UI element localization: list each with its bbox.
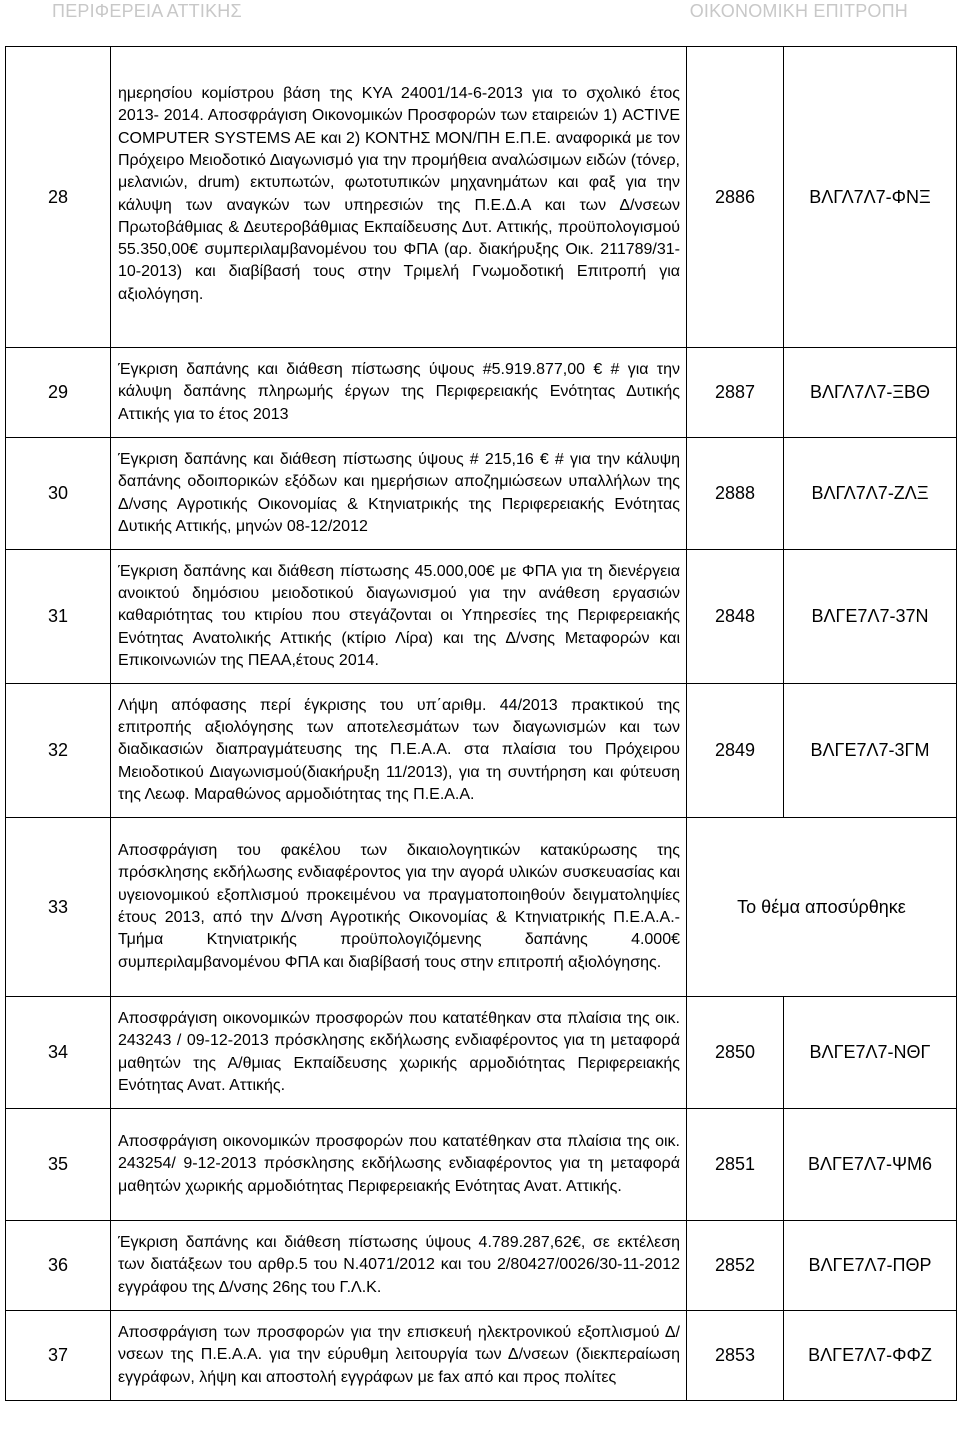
table-row xyxy=(6,818,957,997)
item-number: 33 xyxy=(6,818,111,997)
decision-number: 2853 xyxy=(687,1311,784,1401)
ada-code: ΒΛΓΕ7Λ7-ΝΘΓ xyxy=(784,997,957,1109)
table-row xyxy=(6,997,957,1109)
item-description: Αποσφράγιση οικονομικών προσφορών που κατατέθηκαν στα πλαίσια της οικ. 243243 / 09-12-2013 πρόσκλησης εκδήλωσης ενδιαφέροντος για τη μεταφορά μαθητών της Α/θμιας Εκπαίδευσης χωρικής αρμοδιότητας Περιφερειακής Ενότητας Ανατ. Αττικής. xyxy=(111,997,687,1109)
ada-code: ΒΛΓΛ7Λ7-ΖΛΞ xyxy=(784,438,957,550)
table-row xyxy=(6,550,957,684)
item-number: 37 xyxy=(6,1311,111,1401)
item-number: 30 xyxy=(6,438,111,550)
item-number: 36 xyxy=(6,1221,111,1311)
table-row xyxy=(6,1109,957,1221)
item-description: ημερησίου κομίστρου βάση της ΚΥΑ 24001/14-6-2013 για το σχολικό έτος 2013- 2014. Αποσφράγιση Οικονομικών Προσφορών των εταιρειών 1) ACTIVE COMPUTER SYSTEMS AE και 2) ΚΟΝΤΗΣ ΜΟΝ/ΠΗ Ε.Π.Ε. αναφορικά με τον Πρόχειρο Μειοδοτικό Διαγωνισμό για την προμήθεια αναλώσιμων ειδών (τόνερ, μελανιών, drum) εκτυπωτών, φωτοτυπικών μηχανημάτων και φαξ για την κάλυψη των αναγκών των υπηρεσιών της Π.Ε.Δ.Α και των Δ/νσεων Πρωτοβάθμιας & Δευτεροβάθμιας Εκπαίδευσης Δυτ. Αττικής, προϋπολογισμού 55.350,00€ συμπεριλαμβανομένου του ΦΠΑ (αρ. διακήρυξης Οικ. 211789/31-10-2013) και διαβίβασή τους στην Τριμελή Γνωμοδοτική Επιτροπή για αξιολόγηση. xyxy=(111,47,687,348)
table-row xyxy=(6,684,957,818)
ada-code: ΒΛΓΛ7Λ7-ΦΝΞ xyxy=(784,47,957,348)
table-row xyxy=(6,1311,957,1401)
decision-number: 2888 xyxy=(687,438,784,550)
item-number: 29 xyxy=(6,348,111,438)
table-row xyxy=(6,1221,957,1311)
item-description: Αποσφράγιση οικονομικών προσφορών που κατατέθηκαν στα πλαίσια της οικ. 243254/ 9-12-2013 πρόσκλησης εκδήλωσης ενδιαφέροντος για τη μεταφορά μαθητών χωρικής αρμοδιότητας Περιφερειακής Ενότητας Ανατ. Αττικής. xyxy=(111,1109,687,1221)
decision-number: 2887 xyxy=(687,348,784,438)
table-row xyxy=(6,348,957,438)
minutes-table xyxy=(5,46,957,1401)
header-region: ΠΕΡΙΦΕΡΕΙΑ ΑΤΤΙΚΗΣ xyxy=(52,1,242,21)
item-number: 31 xyxy=(6,550,111,684)
page-header xyxy=(0,0,960,24)
header-committee: ΟΙΚΟΝΟΜΙΚΗ ΕΠΙΤΡΟΠΗ xyxy=(689,1,908,21)
item-description: Αποσφράγιση των προσφορών για την επισκευή ηλεκτρονικού εξοπλισμού Δ/νσεων της Π.Ε.Α.Α. για την εύρυθμη λειτουργία των Δ/νσεων (διεκπεραίωση εγγράφων, λήψη και αποστολή εγγράφων με fax από και προς πολίτες xyxy=(111,1311,687,1401)
table-row xyxy=(6,438,957,550)
decision-number: 2848 xyxy=(687,550,784,684)
ada-code: ΒΛΓΕ7Λ7-ΠΘΡ xyxy=(784,1221,957,1311)
ada-code: ΒΛΓΕ7Λ7-37Ν xyxy=(784,550,957,684)
ada-code: ΒΛΓΕ7Λ7-ΦΦΖ xyxy=(784,1311,957,1401)
decision-number: 2849 xyxy=(687,684,784,818)
ada-code: ΒΛΓΛ7Λ7-ΞΒΘ xyxy=(784,348,957,438)
item-number: 28 xyxy=(6,47,111,348)
ada-code: ΒΛΓΕ7Λ7-3ΓΜ xyxy=(784,684,957,818)
decision-number: 2852 xyxy=(687,1221,784,1311)
item-number: 35 xyxy=(6,1109,111,1221)
item-description: Έγκριση δαπάνης και διάθεση πίστωσης ύψους 4.789.287,62€, σε εκτέλεση των διατάξεων του αρθρ.5 του Ν.4071/2012 και του 2/80427/0026/30-11-2012 εγγράφου της Δ/νσης 26ης του Γ.Λ.Κ. xyxy=(111,1221,687,1311)
item-description: Έγκριση δαπάνης και διάθεση πίστωσης 45.000,00€ με ΦΠΑ για τη διενέργεια ανοικτού δημόσιου μειοδοτικού διαγωνισμού για την ανάθεση εργασιών καθαριότητας του κτιρίου που στεγάζονται οι Υπηρεσίες της Περιφερειακής Ενότητας Ανατολικής Αττικής (κτίριο Λίρα) και της Δ/νσης Μεταφορών και Επικοινωνιών της ΠΕΑΑ,έτους 2014. xyxy=(111,550,687,684)
item-description: Αποσφράγιση του φακέλου των δικαιολογητικών κατακύρωσης της πρόσκλησης εκδήλωσης ενδιαφέροντος για την αγορά υλικών συσκευασίας και υγειονομικού εξοπλισμού προκειμένου να πραγματοποιηθούν δειγματοληψίες έτους 2013, από την Δ/νση Αγροτικής Οικονομίας & Κτηνιατρικής Π.Ε.Α.Α.-Τμήμα Κτηνιατρικής προϋπολογιζόμενης δαπάνης 4.000€ συμπεριλαμβανομένου ΦΠΑ και διαβίβασή τους στην επιτροπή αξιολόγησης. xyxy=(111,818,687,997)
item-description: Έγκριση δαπάνης και διάθεση πίστωσης ύψους # 215,16 € # για την κάλυψη δαπάνης οδοιπορικών εξόδων και ημερήσιων αποζημιώσεων υπαλλήλων της Δ/νσης Αγροτικής Οικονομίας & Κτηνιατρικής της Περιφερειακής Ενότητας Δυτικής Αττικής, μηνών 08-12/2012 xyxy=(111,438,687,550)
item-description: Λήψη απόφασης περί έγκρισης του υπ΄αριθμ. 44/2013 πρακτικού της επιτροπής αξιολόγησης των αποτελεσμάτων των διαγωνισμών και των διαδικασιών διαπραγμάτευσης της Π.Ε.Α.Α. στα πλαίσια του Πρόχειρου Μειοδοτικού Διαγωνισμού(διακήρυξη 11/2013), για τη συντήρηση και φύτευση της Λεωφ. Μαραθώνος αρμοδιότητας της Π.Ε.Α.Α. xyxy=(111,684,687,818)
decision-number: 2851 xyxy=(687,1109,784,1221)
decision-number: 2850 xyxy=(687,997,784,1109)
item-description: Έγκριση δαπάνης και διάθεση πίστωσης ύψους #5.919.877,00 € # για την κάλυψη δαπάνης πληρωμής έργων της Περιφερειακής Ενότητας Δυτικής Αττικής για το έτος 2013 xyxy=(111,348,687,438)
item-number: 32 xyxy=(6,684,111,818)
decision-number: 2886 xyxy=(687,47,784,348)
item-number: 34 xyxy=(6,997,111,1109)
withdrawn-note: Το θέμα αποσύρθηκε xyxy=(687,818,957,997)
ada-code: ΒΛΓΕ7Λ7-ΨΜ6 xyxy=(784,1109,957,1221)
table-row xyxy=(6,47,957,348)
